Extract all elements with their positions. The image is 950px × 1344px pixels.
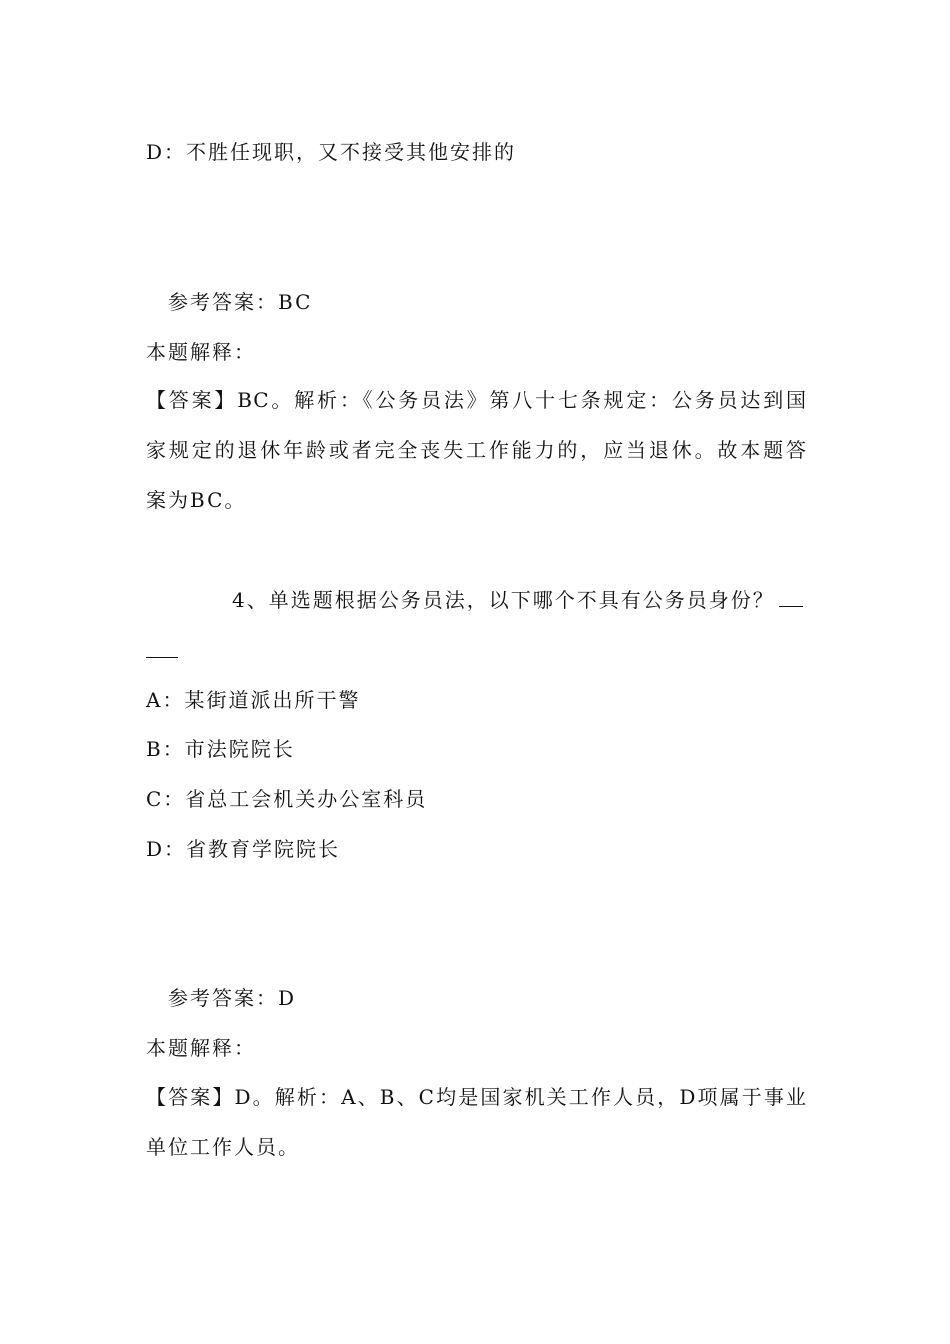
- q4-option-c: C：省总工会机关办公室科员: [146, 787, 428, 811]
- q4-question-text: 4、单选题根据公务员法，以下哪个不具有公务员身份？: [232, 588, 775, 612]
- q4-explain-label: 本题解释：: [146, 1036, 256, 1060]
- q3-explain-line-1: 【答案】BC。解析：《公务员法》第八十七条规定：公务员达到国: [146, 388, 807, 412]
- q4-explain-line-1: 【答案】D。解析：A、B、C均是国家机关工作人员，D项属于事业: [146, 1085, 807, 1109]
- q3-explain-line-3: 案为BC。: [146, 488, 247, 512]
- q4-option-d: D：省教育学院院长: [146, 837, 341, 861]
- answer-blank-continued: [146, 656, 178, 658]
- q4-explain-line-2: 单位工作人员。: [146, 1135, 300, 1159]
- q3-option-d: D：不胜任现职，又不接受其他安排的: [146, 140, 517, 164]
- q4-option-b: B：市法院院长: [146, 737, 295, 761]
- q3-answer: 参考答案：BC: [168, 290, 313, 314]
- q3-explain-line-2: 家规定的退休年龄或者完全丧失工作能力的，应当退休。故本题答: [146, 438, 807, 462]
- q4-option-a: A：某街道派出所干警: [146, 688, 361, 712]
- q4-question: [232, 586, 803, 614]
- q4-answer: 参考答案：D: [168, 986, 297, 1010]
- answer-blank: [779, 588, 803, 607]
- q3-explain-label: 本题解释：: [146, 340, 256, 364]
